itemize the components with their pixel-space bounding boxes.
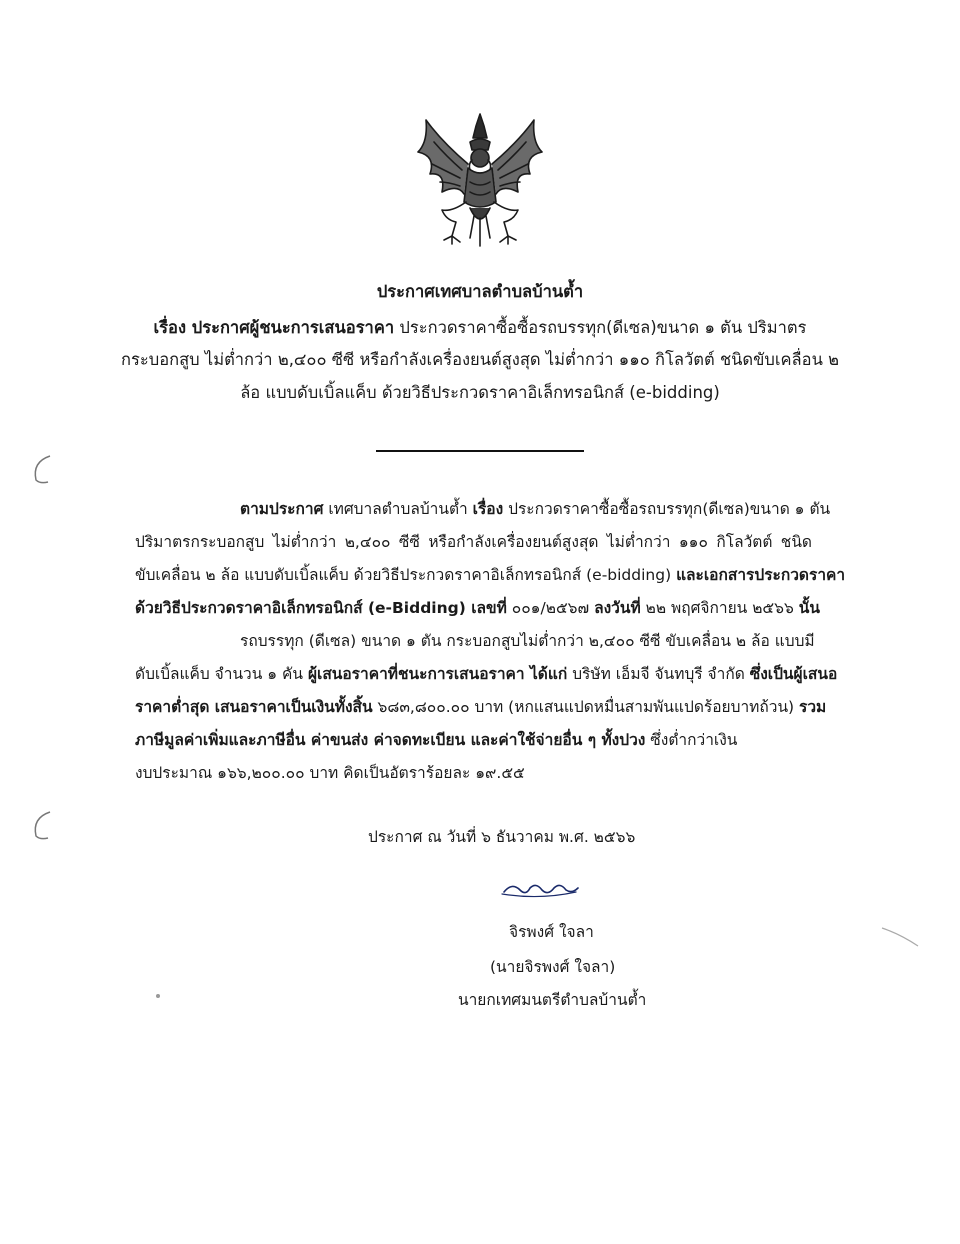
body-bold: ด้วยวิธีประกวดราคาอิเล็กทรอนิกส์ (e-Bidding) เลขที่ [135,599,507,617]
garuda-emblem-icon [412,112,548,252]
body-text: ๐๐๑/๒๕๖๗ [506,599,595,617]
scan-hole-mark [26,452,56,486]
body-line: งบประมาณ ๑๖๖,๒๐๐.๐๐ บาท คิดเป็นอัตราร้อยละ ๑๙.๕๕ [135,764,525,782]
body-bold: เรื่อง [472,500,504,518]
body-text: เทศบาลตำบลบ้านต้ำ [323,500,473,518]
announcement-subject-line-1 [0,314,960,342]
signer-name: จิรพงศ์ ใจลา [509,923,594,941]
body-text: ประกวดราคาซื้อซื้อรถบรรทุก(ดีเซล)ขนาด ๑ ตัน [503,500,831,518]
body-bold: นั้น [798,599,820,617]
body-line: รถบรรทุก (ดีเซล) ขนาด ๑ ตัน กระบอกสูบไม่ต่ำกว่า ๒,๔๐๐ ซีซี ขับเคลื่อน ๒ ล้อ แบบมี [240,632,815,650]
announcement-subject-line-2: กระบอกสูบ ไม่ต่ำกว่า ๒,๔๐๐ ซีซี หรือกำลังเครื่องยนต์สูงสุด ไม่ต่ำกว่า ๑๑๐ กิโลวัตต์ ชนิดขับเคลื่อน ๒ [121,350,839,369]
body-text: ๒๒ พฤศจิกายน ๒๕๖๖ [640,599,799,617]
body-line [135,726,737,754]
body-bold: ตามประกาศ [240,500,324,518]
body-text: ขับเคลื่อน ๒ ล้อ แบบดับเบิ้ลแค็บ ด้วยวิธีประกวดราคาอิเล็กทรอนิกส์ (e-bidding) [135,566,677,584]
announcement-date: ประกาศ ณ วันที่ ๖ ธันวาคม พ.ศ. ๒๕๖๖ [368,828,636,846]
body-text: บริษัท เอ็มจี จันทบุรี จำกัด [567,665,750,683]
body-line [240,495,831,523]
body-bold: ราคาต่ำสุด เสนอราคาเป็นเงินทั้งสิ้น [135,698,373,716]
body-bold: ลงวันที่ [594,599,641,617]
body-bold: รวม [799,698,827,716]
announcement-subject-line-3: ล้อ แบบดับเบิ้ลแค็บ ด้วยวิธีประกวดราคาอิเล็กทรอนิกส์ (e-bidding) [240,383,720,402]
signature-scribble [500,878,580,900]
body-line [135,594,820,622]
body-text: ๖๘๓,๘๐๐.๐๐ บาท (หกแสนแปดหมื่นสามพันแปดร้อยบาทถ้วน) [372,698,800,716]
body-text: ซึ่งต่ำกว่าเงิน [645,731,738,749]
subject-label: เรื่อง ประกาศผู้ชนะการเสนอราคา [153,318,395,337]
scan-hole-mark [26,808,56,842]
body-line: ปริมาตรกระบอกสูบ ไม่ต่ำกว่า ๒,๔๐๐ ซีซี หรือกำลังเครื่องยนต์สูงสุด ไม่ต่ำกว่า ๑๑๐ กิโลวัตต์ ชนิด [135,533,812,551]
body-line [135,561,846,589]
body-line [135,660,838,688]
body-bold: ผู้เสนอราคาที่ชนะการเสนอราคา ได้แก่ [307,665,568,683]
body-line [135,693,827,721]
body-bold: และเอกสารประกวดราคา [676,566,846,584]
signer-full-name: (นายจิรพงศ์ ใจลา) [490,958,616,976]
subject-text: ประกวดราคาซื้อซื้อรถบรรทุก(ดีเซล)ขนาด ๑ ตัน ปริมาตร [394,318,807,337]
title-divider [376,450,584,452]
announcement-title: ประกาศเทศบาลตำบลบ้านต้ำ [376,282,584,301]
body-bold: ภาษีมูลค่าเพิ่มและภาษีอื่น ค่าขนส่ง ค่าจดทะเบียน และค่าใช้จ่ายอื่น ๆ ทั้งปวง [135,731,646,749]
body-bold: ซึ่งเป็นผู้เสนอ [749,665,838,683]
body-text: ดับเบิ้ลแค็บ จำนวน ๑ คัน [135,665,308,683]
signer-position: นายกเทศมนตรีตำบลบ้านต้ำ [458,991,647,1009]
scan-streak-mark [880,924,920,950]
scan-dust-mark [156,994,160,998]
